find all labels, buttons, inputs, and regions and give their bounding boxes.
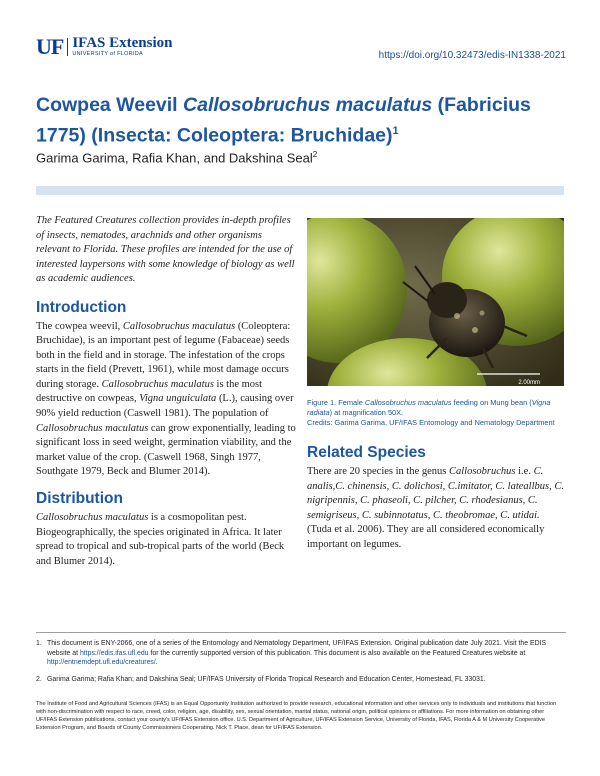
weevil-head (427, 282, 467, 318)
text-run: can grow exponentially, leading to significant loss in seed weight, germination viability, and the market value of the crop. (Caswell 1968, Singh 1977, Southgate 1979, Beck and Blumer 2014). (36, 422, 296, 478)
text-run: for the currently supported version of this publication. This document is also available on the Featured Creatures website at (148, 649, 526, 657)
text-run: i.e. (515, 466, 534, 477)
footnote-number: 1. (36, 640, 42, 647)
text-run: (Tuda et al. 2006). They are all considered economically important on legumes. (307, 524, 545, 550)
title-species: Callosobruchus maculatus (183, 94, 433, 116)
doi-link[interactable]: https://doi.org/10.32473/edis-IN1338-2021 (378, 50, 566, 61)
text-run: (L.), causing over 90% yield reduction (Caswell 1981). The population of (36, 393, 294, 420)
footnote-text (47, 639, 566, 668)
edis-link[interactable]: https://edis.ifas.ufl.edu (79, 649, 149, 657)
logo-ifas-text: IFAS Extension (72, 35, 173, 52)
footnote-number: 2. (36, 675, 42, 683)
text-run: There are 20 species in the genus (307, 466, 449, 477)
text-run: The cowpea weevil, (36, 320, 123, 332)
logo-university-text: UNIVERSITY of FLORIDA (72, 51, 144, 58)
figure-caption (307, 398, 567, 428)
header-divider (36, 186, 564, 195)
species-name: Callosobruchus maculatus (36, 512, 149, 524)
footnote-text: Garima Garima; Rafia Khan; and Dakshina Seal; UF/IFAS University of Florida Tropical Research and Education Center, Homestead, FL 33031. (47, 675, 486, 683)
introduction-paragraph (36, 320, 298, 481)
logo-divider (67, 38, 68, 56)
logo-uf-mark: UF (36, 34, 64, 59)
text-run: (Coleoptera: Bruchidae), is an important pest of legume (Fabaceae) seeds both in the field and in storage. The infestation of the crops starts in the field (Prevett, 1961), while most damage occurs during storage. (36, 320, 291, 390)
authors (36, 150, 317, 165)
caption-credits: Credits: Garima Garima, UF/IFAS Entomology and Nematology Department (307, 418, 555, 427)
authors-footnote-mark: 2 (312, 150, 318, 159)
species-name: Callosobruchus maculatus (364, 398, 452, 407)
species-name: Vigna radiata (307, 398, 551, 417)
footnote-1 (36, 639, 566, 668)
footnotes (36, 632, 566, 691)
title-part: (Fabricius 1775) (Insecta: Coleoptera: Bruchidae) (36, 94, 531, 147)
intro-paragraph: The Featured Creatures collection provides in-depth profiles of insects, nematodes, arachnids and other organisms relevant to Florida. These profiles are intended for the use of interested laypersons with some knowledge of biology as well as academic audiences. (36, 215, 295, 284)
scale-bar-label: 2.00mm (518, 380, 540, 386)
distribution-heading: Distribution (36, 490, 123, 508)
related-species-paragraph (307, 465, 565, 553)
related-species-heading: Related Species (307, 444, 426, 461)
left-column (36, 214, 298, 579)
species-name: Callosobruchus (449, 466, 516, 477)
species-list: C. analis,C. chinensis, C. dolichosi, C.imitator, C. lateallbus, C. nigripennis, C. phaseoli, C. pilcher, C. rhodesianus, C. semigriseus, C. subinnotatus, C. theobromae, C. utidai. (307, 466, 564, 521)
ifas-logo (36, 34, 173, 60)
text-run: is a cosmopolitan pest. Biogeographically, the species originated in Africa. It later spread to tropical and sub-tropical parts of the world (Beck and Blumer 2014). (36, 512, 285, 567)
featured-creatures-link[interactable]: http://entnemdept.ufl.edu/creatures/ (47, 659, 156, 666)
weevil-photo-illustration (307, 218, 564, 386)
text-run: is the most destructive on cowpeas, (36, 378, 263, 405)
species-name: Callosobruchus maculatus (36, 422, 149, 434)
introduction-heading: Introduction (36, 298, 127, 316)
ifas-boilerplate: The Institute of Food and Agricultural Sciences (IFAS) is an Equal Opportunity Institution authorized to provide research, educational information and other services only to individuals and institutions that function with non-discrimination with respect to race, creed, color, religion, age, disability, sex, sexual orientation, marital status, national origin, political opinions or affiliations. For more information on obtaining other UF/IFAS Extension publications, contact your county's UF/IFAS Extension office. U.S. Department of Agriculture, UF/IFAS Extension Service, University of Florida, IFAS, Florida A & M University Cooperative Extension Program, and Boards of County Commissioners Cooperating. Nick T. Place, dean for UF/IFAS Extension. (36, 701, 557, 731)
distribution-paragraph (36, 511, 298, 569)
right-column (307, 444, 565, 563)
title-part: Cowpea Weevil (36, 94, 184, 116)
logo-wordmark (72, 36, 172, 58)
authors-names: Garima Garima, Rafia Khan, and Dakshina Seal (36, 150, 313, 166)
weevil-photo (307, 218, 564, 386)
species-name: Callosobruchus maculatus (122, 320, 236, 332)
text-run: This document is ENY-2066, one of a series of the Entomology and Nematology Department, UF/IFAS Extension. Original publication date July 2021. Visit the EDIS website at (47, 640, 547, 657)
species-name: Callosobruchus maculatus (101, 378, 214, 390)
species-name: Vigna unguiculata (139, 393, 217, 405)
text-run: Figure 1. Female (307, 398, 365, 407)
caption-text (307, 398, 567, 418)
title-footnote-mark: 1 (392, 125, 399, 137)
text-run: feeding on Mung bean ( (451, 398, 532, 407)
text-run: . (155, 659, 158, 666)
page-title (36, 92, 576, 149)
text-run: ) at magnification 50X. (329, 408, 404, 417)
footnote-2 (36, 675, 566, 685)
